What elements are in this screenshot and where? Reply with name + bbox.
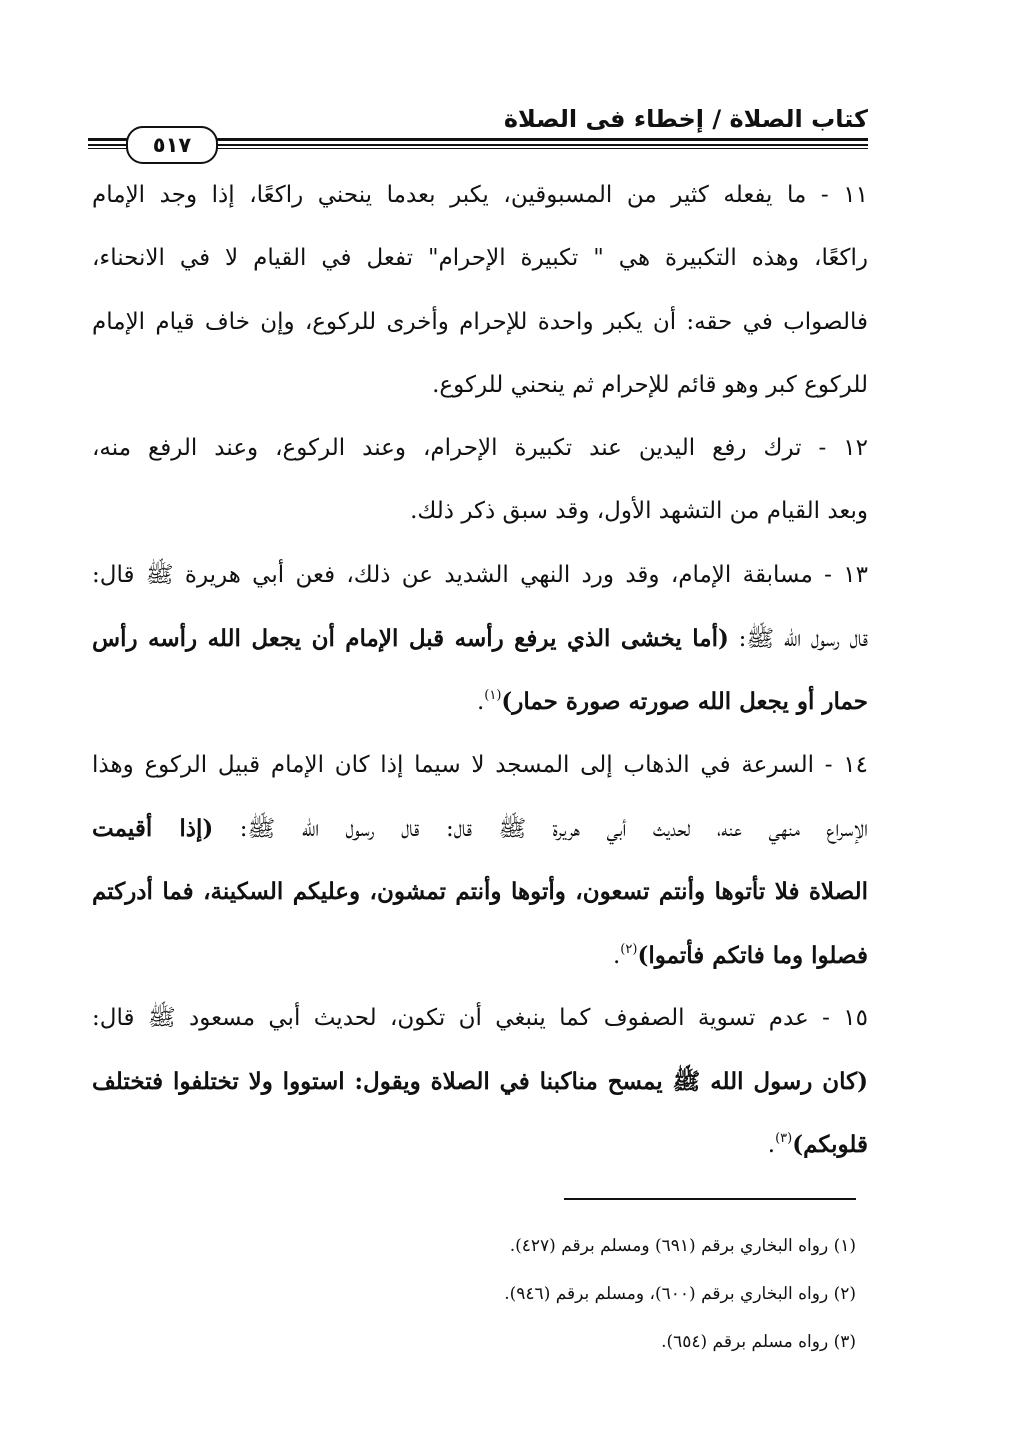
footnote-marker: (١) [484, 688, 502, 704]
paragraph-line: وبعد القيام من التشهد الأول، وقد سبق ذكر ذلك. [410, 498, 868, 525]
footnote: (١) رواه البخاري برقم (٦٩١) ومسلم برقم (٤٢٧). [509, 1236, 856, 1256]
page-number: ٥١٧ [126, 126, 218, 164]
paragraph-line [92, 607, 868, 670]
text-segment: . [767, 1132, 776, 1159]
hadith-text: قلوبكم) [792, 1131, 868, 1159]
paragraph-line: ١٣ - مسابقة الإمام، وقد ورد النهي الشديد عن ذلك، فعن أبي هريرة ﷺ قال: [92, 561, 868, 588]
paragraph-line [92, 670, 868, 733]
paragraph-line: ١٢ - ترك رفع اليدين عند تكبيرة الإحرام، وعند الركوع، وعند الرفع منه، [92, 435, 868, 462]
paragraph-line: ١٤ - السرعة في الذهاب إلى المسجد لا سيما إذا كان الإمام قبيل الركوع وهذا [92, 751, 868, 778]
paragraph-line: فالصواب في حقه: أن يكبر واحدة للإحرام وأخرى للركوع، وإن خاف قيام الإمام [92, 308, 868, 335]
text-segment: الإسراع منهي عنه، لحديث أبي هريرة ﷺ قال: قال رسول الله ﷺ: [213, 815, 868, 842]
paragraph-line [92, 797, 868, 860]
footnote-separator [564, 1198, 856, 1200]
paragraph-line: الصلاة فلا تأتوها وأنتم تسعون، وأتوها وأنتم تمشون، وعليكم السكينة، فما أدركتم [92, 878, 868, 906]
footnotes [256, 1222, 856, 1366]
footnote: (٣) رواه مسلم برقم (٦٥٤). [661, 1332, 856, 1352]
text-segment: . [476, 689, 485, 716]
paragraph-line: للركوع كبر وهو قائم للإحرام ثم ينحني للركوع. [432, 371, 868, 398]
page-header [88, 96, 868, 156]
paragraph-line [92, 924, 868, 987]
paragraph-line [92, 1113, 868, 1176]
running-title: كتاب الصلاة / إخطاء فى الصلاة [503, 105, 868, 133]
hadith-text: فصلوا وما فاتكم فأتموا) [637, 941, 868, 969]
paragraph-line: ١٥ - عدم تسوية الصفوف كما ينبغي أن تكون، لحديث أبي مسعود ﷺ قال: [92, 1004, 868, 1031]
paragraph-line: (كان رسول الله ﷺ يمسح مناكبنا في الصلاة ويقول: استووا ولا تختلفوا فتختلف [92, 1068, 868, 1096]
footnote-marker: (٣) [775, 1131, 793, 1147]
footnote: (٢) رواه البخاري برقم (٦٠٠)، ومسلم برقم (٩٤٦). [504, 1284, 856, 1304]
text-segment: . [612, 942, 621, 969]
footnote-marker: (٢) [620, 941, 638, 957]
page-body [92, 164, 868, 1177]
hadith-text: (إذا أقيمت [92, 814, 214, 842]
paragraph-line: راكعًا، وهذه التكبيرة هي " تكبيرة الإحرام" تفعل في القيام لا في الانحناء، [92, 245, 868, 272]
text-segment: قال رسول الله ﷺ: [728, 626, 868, 653]
hadith-text: (أما يخشى الذي يرفع رأسه قبل الإمام أن يجعل الله رأسه رأس [92, 625, 729, 653]
paragraph-line: ١١ - ما يفعله كثير من المسبوقين، يكبر بعدما ينحني راكعًا، إذا وجد الإمام [92, 182, 868, 208]
hadith-text: حمار أو يجعل الله صورته صورة حمار) [501, 688, 868, 716]
